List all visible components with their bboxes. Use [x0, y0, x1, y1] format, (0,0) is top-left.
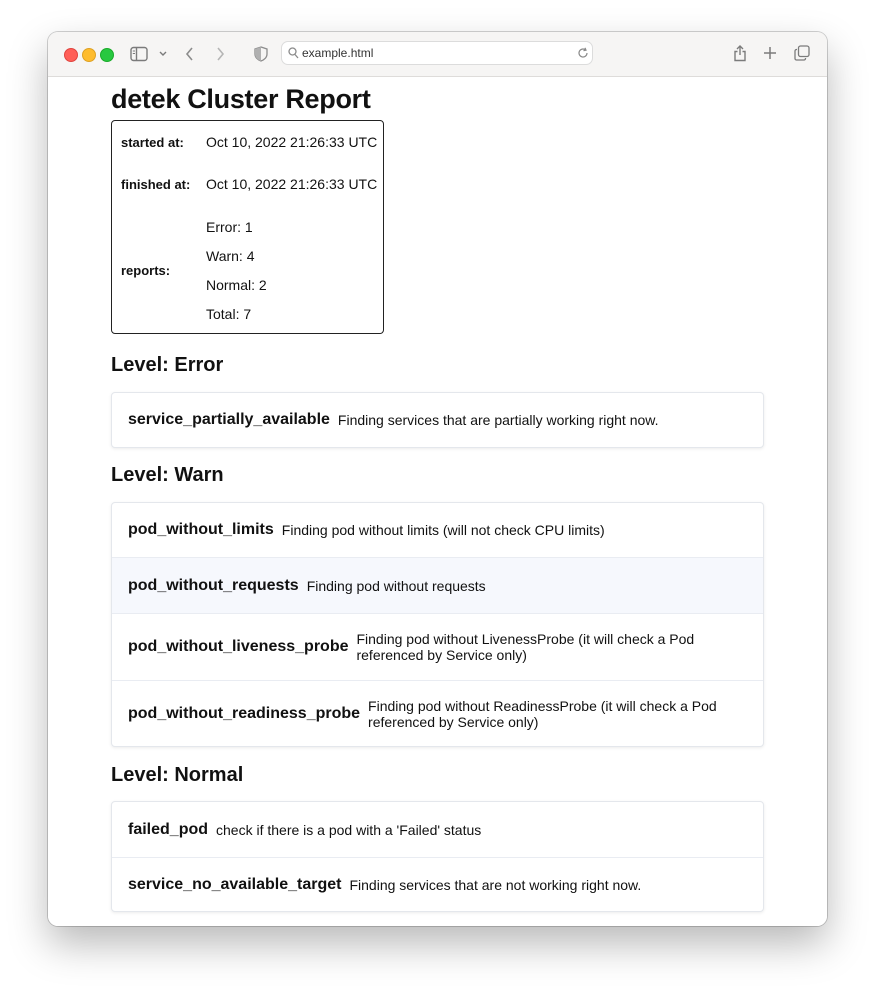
check-name: service_partially_available: [128, 411, 330, 428]
check-name: pod_without_liveness_probe: [128, 638, 349, 655]
page-title: detek Cluster Report: [111, 84, 371, 114]
count-normal: Normal: 2: [206, 277, 267, 293]
forward-icon[interactable]: [214, 46, 226, 62]
list-item: [112, 857, 763, 911]
started-at-label: started at:: [121, 135, 184, 150]
level-normal-list: [111, 801, 764, 912]
sidebar-toggle-icon[interactable]: [130, 46, 148, 62]
check-name: pod_without_limits: [128, 521, 274, 538]
level-warn-heading: Level: Warn: [111, 464, 224, 486]
started-at-value: Oct 10, 2022 21:26:33 UTC: [206, 134, 378, 150]
check-name: pod_without_requests: [128, 576, 299, 594]
check-description: Finding services that are partially working right now.: [337, 412, 659, 428]
check-name: failed_pod: [128, 820, 209, 838]
back-icon[interactable]: [184, 46, 196, 62]
check-description: Finding pod without ReadinessProbe (it will check a Pod referenced by Service only): [368, 697, 717, 730]
check-name: service_no_available_target: [128, 875, 342, 893]
list-item: [112, 503, 763, 557]
count-warn: Warn: 4: [206, 248, 255, 264]
list-item: [112, 680, 763, 746]
check-description: Finding pod without requests: [306, 577, 486, 594]
level-error-list: [111, 392, 764, 448]
level-error-heading: Level: Error: [111, 354, 224, 376]
tab-overview-icon[interactable]: [794, 45, 810, 61]
summary-table: [111, 120, 384, 334]
share-icon[interactable]: [733, 44, 747, 62]
count-total: Total: 7: [206, 306, 252, 322]
address-bar[interactable]: [281, 41, 593, 65]
list-item: [112, 557, 763, 613]
reports-label: reports:: [121, 263, 171, 278]
reload-icon[interactable]: [577, 47, 589, 59]
search-icon: [288, 47, 299, 59]
finished-at-label: finished at:: [121, 177, 191, 192]
zoom-window-button[interactable]: [100, 48, 114, 62]
minimize-window-button[interactable]: [82, 48, 96, 62]
address-text: example.html: [302, 46, 374, 60]
check-description: Finding services that are not working right now.: [349, 876, 642, 893]
check-description: Finding pod without limits (will not check CPU limits): [281, 522, 605, 538]
list-item: [112, 802, 763, 857]
check-name: pod_without_readiness_probe: [128, 704, 361, 722]
level-warn-list: [111, 502, 764, 747]
chevron-down-icon[interactable]: [158, 47, 168, 61]
browser-window: [48, 32, 827, 926]
count-error: Error: 1: [206, 219, 253, 235]
check-description: check if there is a pod with a 'Failed' status: [216, 821, 482, 838]
list-item: [112, 393, 763, 447]
privacy-shield-icon[interactable]: [254, 46, 268, 62]
new-tab-icon[interactable]: [763, 46, 777, 60]
close-window-button[interactable]: [64, 48, 78, 62]
page-content: [48, 77, 827, 926]
browser-toolbar: [48, 32, 827, 77]
list-item: [112, 613, 763, 680]
check-description: Finding pod without LivenessProbe (it will check a Pod referenced by Service only): [356, 631, 695, 663]
level-normal-heading: Level: Normal: [111, 764, 244, 786]
finished-at-value: Oct 10, 2022 21:26:33 UTC: [206, 176, 378, 192]
